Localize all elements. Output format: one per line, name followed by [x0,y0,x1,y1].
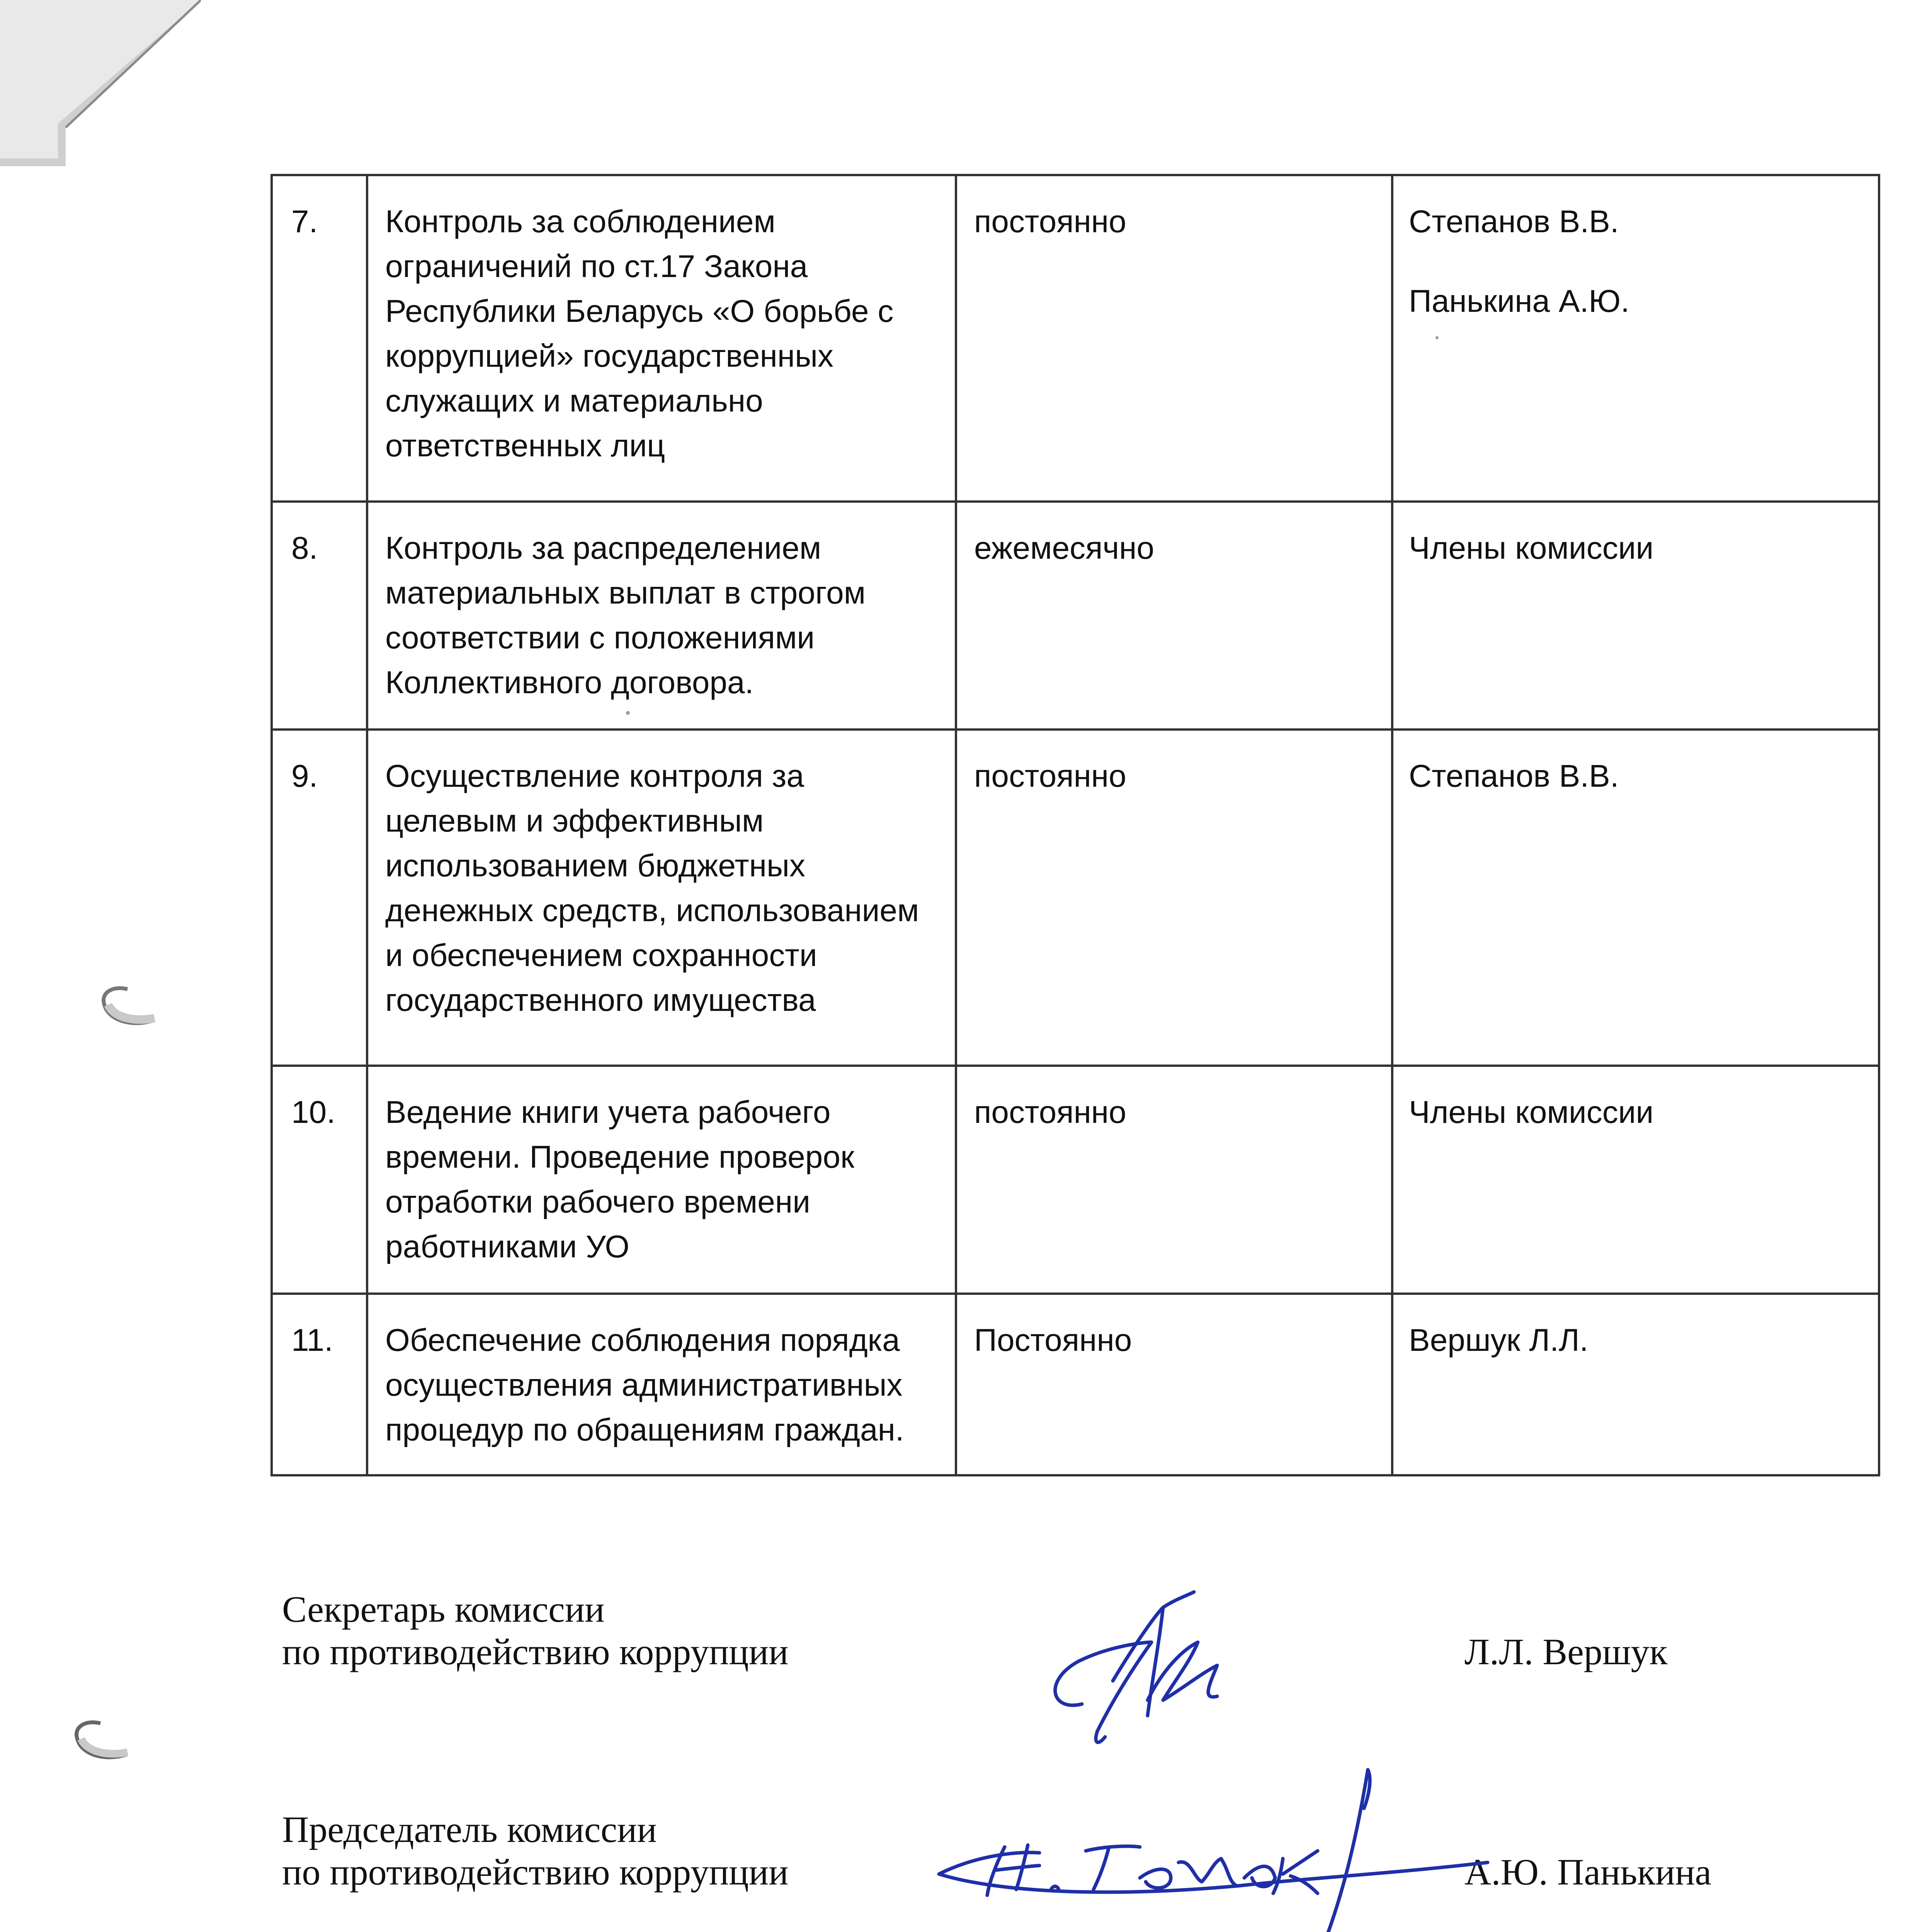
measure-line: государственного имущества [385,983,816,1018]
row-number: 11. [272,1294,367,1475]
spacer [1409,244,1862,279]
measures-table [270,174,1880,1476]
table-row [272,175,1879,502]
term-text: ежемесячно [956,502,1392,730]
chairman-name: А.Ю. Панькина [1464,1851,1712,1893]
term-text: постоянно [956,1066,1392,1294]
measure-line: Обеспечение соблюдения порядка [385,1323,900,1358]
term-text: постоянно [956,730,1392,1066]
term-text: Постоянно [956,1294,1392,1475]
measure-text [367,1294,956,1475]
measure-line: коррупцией» государственных [385,338,834,374]
measure-line: осуществления административных [385,1367,903,1403]
responsible-name: Степанов В.В. [1409,759,1619,794]
punch-hole-upper [97,981,158,1032]
measure-line: работниками УО [385,1229,630,1264]
measure-line: Республики Беларусь «О борьбе с [385,294,894,329]
measure-line: использованием бюджетных [385,848,805,883]
measure-line: ответственных лиц [385,428,665,463]
measure-line: времени. Проведение проверок [385,1139,854,1175]
responsible-name: Члены комиссии [1409,531,1654,566]
responsible-name: Члены комиссии [1409,1095,1654,1130]
measure-line: и обеспечением сохранности [385,938,817,973]
table-row [272,1066,1879,1294]
measure-text [367,175,956,502]
row-number: 8. [272,502,367,730]
responsible-name: Панькина А.Ю. [1409,284,1629,319]
table-row [272,730,1879,1066]
folded-corner [0,0,201,166]
measure-line: соответствии с положениями [385,620,815,655]
responsible-cell [1392,502,1879,730]
secretary-role [282,1588,789,1673]
measure-line: Контроль за распределением [385,531,821,566]
measure-line: денежных средств, использованием [385,893,919,928]
measure-line: целевым и эффективным [385,803,764,838]
secretary-name: Л.Л. Вершук [1464,1631,1668,1672]
responsible-cell [1392,1294,1879,1475]
punch-hole-lower [70,1716,131,1766]
chairman-handwritten-signature [923,1762,1495,1932]
secretary-role-line1: Секретарь комиссии [282,1588,605,1630]
responsible-cell [1392,730,1879,1066]
measure-line: Ведение книги учета рабочего [385,1095,831,1130]
measure-text [367,730,956,1066]
measure-line: ограничений по ст.17 Закона [385,249,808,284]
scan-speck [626,711,630,715]
measure-text [367,502,956,730]
measure-line: Осуществление контроля за [385,759,804,794]
chairman-role-line1: Председатель комиссии [282,1809,657,1850]
secretary-handwritten-signature [1036,1584,1252,1754]
term-text: постоянно [956,175,1392,502]
measure-line: отработки рабочего времени [385,1184,810,1219]
chairman-role-line2: по противодействию коррупции [282,1851,789,1893]
chairman-role [282,1808,789,1893]
measure-text [367,1066,956,1294]
responsible-cell [1392,175,1879,502]
row-number: 9. [272,730,367,1066]
responsible-name: Вершук Л.Л. [1409,1323,1588,1358]
responsible-cell [1392,1066,1879,1294]
row-number: 7. [272,175,367,502]
table-row [272,502,1879,730]
table-row [272,1294,1879,1475]
measure-line: процедур по обращениям граждан. [385,1412,904,1447]
row-number: 10. [272,1066,367,1294]
measure-line: Коллективного договора. [385,665,754,700]
measure-line: служащих и материально [385,383,763,418]
measure-line: материальных выплат в строгом [385,575,866,611]
responsible-name: Степанов В.В. [1409,204,1619,239]
secretary-role-line2: по противодействию коррупции [282,1631,789,1672]
measure-line: Контроль за соблюдением [385,204,776,239]
scan-speck [1435,336,1439,339]
